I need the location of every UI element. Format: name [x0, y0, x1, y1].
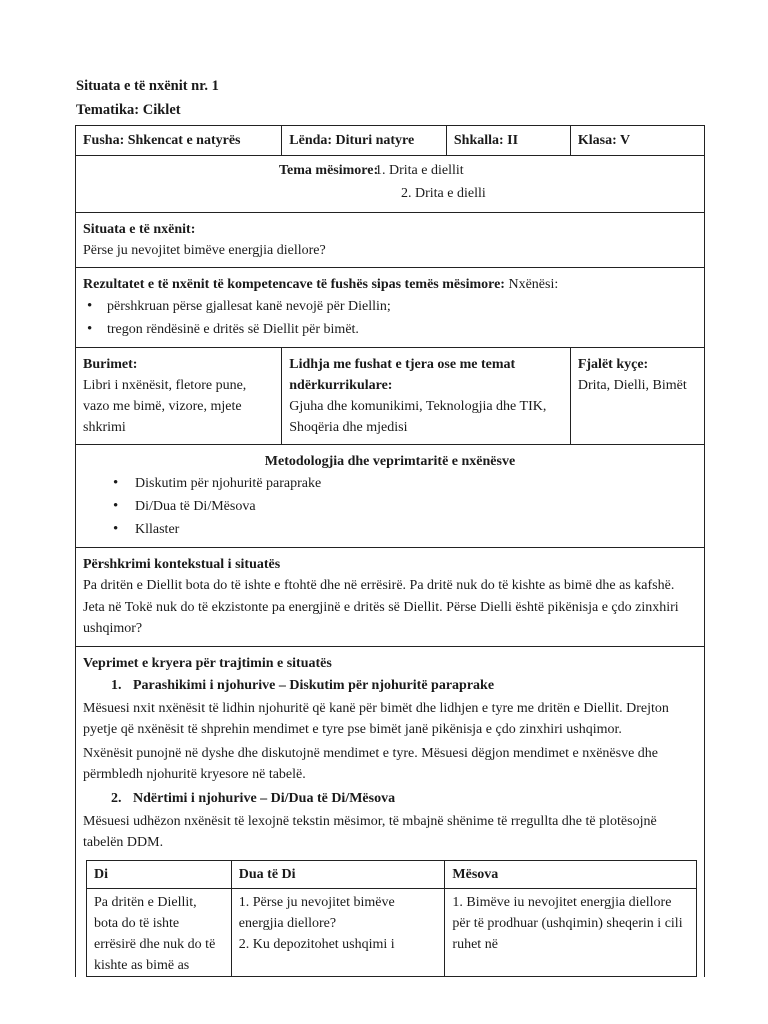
burimet-text: Libri i nxënësit, fletore pune, vazo me bimë, vizore, mjete shkrimi	[83, 378, 247, 435]
fields-row	[76, 126, 705, 156]
ddm-dua-item-1: 1. Përse ju nevojitet bimëve energjia diellore?	[238, 894, 395, 931]
step-1-paragraph-2: Nxënësit punojnë në dyshe dhe diskutojnë mendimet e tyre. Mësuesi dëgjon mendimet e nxënësve dhe përmbledh njohuritë kryesore në tabelë.	[83, 745, 659, 782]
burimet-row	[76, 348, 705, 445]
ddm-header-row	[87, 860, 697, 888]
tema-row	[76, 156, 705, 213]
ddm-header-mesova: Mësova	[445, 860, 697, 888]
metodologjia-label: Metodologjia dhe veprimtaritë e nxënësve	[264, 454, 516, 469]
situata-row	[76, 213, 705, 268]
situata-label: Situata e të nxënit:	[83, 222, 196, 237]
veprimet-row	[76, 646, 705, 977]
step-2-paragraph-1: Mësuesi udhëzon nxënësit të lexojnë tekstin mësimor, të mbajnë shënime të rregullta dhe të plotësojnë tabelën DDM.	[83, 813, 657, 850]
list-item: • Di/Dua të Di/Mësova	[135, 495, 697, 518]
rezultatet-label: Rezultatet e të nxënit të kompetencave të fushës sipas temës mësimore:	[83, 277, 505, 292]
lidhja-label: Lidhja me fushat e tjera ose me temat ndërkurrikulare:	[289, 357, 516, 393]
list-item: • përshkruan përse gjallesat kanë nevojë për Diellin;	[107, 295, 697, 318]
tema-item-2: 2. Drita e dielli	[401, 186, 486, 201]
ddm-mesova-cell: 1. Bimëve iu nevojitet energjia diellore për të prodhuar (ushqimin) sheqerin i cili ruhet në	[445, 888, 697, 976]
metodologjia-row	[76, 445, 705, 548]
rezultatet-suffix: Nxënësi:	[504, 277, 559, 292]
burimet-label: Burimet:	[83, 357, 138, 372]
ddm-dua-item-2: 2. Ku depozitohet ushqimi i	[238, 936, 395, 952]
step-1-paragraph-1: Mësuesi nxit nxënësit të lidhin njohuritë që kanë për bimët dhe lidhjen e tyre me dritën e Diellit. Drejton pyetje që nxënësit të shprehin mendimet e tyre pse bimët janë pikënisja e çdo zinxhiri ushqimor.	[83, 700, 669, 737]
tema-label: Tema mësimore:	[279, 163, 379, 178]
field-shkalla: Shkalla: II	[446, 126, 570, 156]
fjalet-label: Fjalët kyçe:	[577, 357, 649, 372]
list-item: • tregon rëndësinë e dritës së Diellit për bimët.	[107, 318, 697, 341]
pershkrimi-row	[76, 548, 705, 647]
field-lenda: Lënda: Dituri natyre	[282, 126, 447, 156]
metodologjia-list	[83, 472, 697, 541]
pershkrimi-label: Përshkrimi kontekstual i situatës	[83, 557, 281, 572]
lesson-plan-table	[75, 125, 705, 977]
list-item: • Diskutim për njohuritë paraprake	[135, 472, 697, 495]
field-fusha: Fusha: Shkencat e natyrës	[76, 126, 282, 156]
ddm-header-di: Di	[87, 860, 232, 888]
lidhja-text: Gjuha dhe komunikimi, Teknologjia dhe TIK, Shoqëria dhe mjedisi	[289, 399, 547, 435]
step-1-number: 1.	[111, 677, 122, 693]
ddm-di-cell: Pa dritën e Diellit, bota do të ishte errësirë dhe nuk do të kishte as bimë as	[87, 888, 232, 976]
step-2-title: Ndërtimi i njohurive – Di/Dua të Di/Mësova	[133, 790, 396, 806]
ddm-body-row	[87, 888, 697, 976]
step-2-number: 2.	[111, 790, 122, 806]
ddm-header-dua: Dua të Di	[231, 860, 445, 888]
fjalet-text: Drita, Dielli, Bimët	[577, 378, 687, 393]
theme-title: Tematika: Ciklet	[76, 102, 181, 118]
tema-item-1: 1. Drita e diellit	[375, 163, 464, 178]
pershkrimi-text: Pa dritën e Diellit bota do të ishte e ftohtë dhe në errësirë. Pa dritë nuk do të kishte as bimë dhe as kafshë. Jeta në Tokë nuk do të ekzistonte pa energjinë e dritës së Diellit. Përse Dielli është pikënisja e çdo zinxhiri ushqimor?	[83, 578, 679, 636]
situata-text: Përse ju nevojitet bimëve energjia diellore?	[83, 243, 326, 258]
list-item: • Kllaster	[135, 518, 697, 541]
ddm-table	[86, 860, 697, 977]
field-klasa: Klasa: V	[570, 126, 704, 156]
veprimet-label: Veprimet e kryera për trajtimin e situatës	[83, 655, 332, 671]
rezultatet-list	[83, 295, 697, 341]
rezultatet-row	[76, 268, 705, 348]
situation-number: Situata e të nxënit nr. 1	[76, 78, 219, 94]
step-1-title: Parashikimi i njohurive – Diskutim për njohuritë paraprake	[133, 677, 495, 693]
